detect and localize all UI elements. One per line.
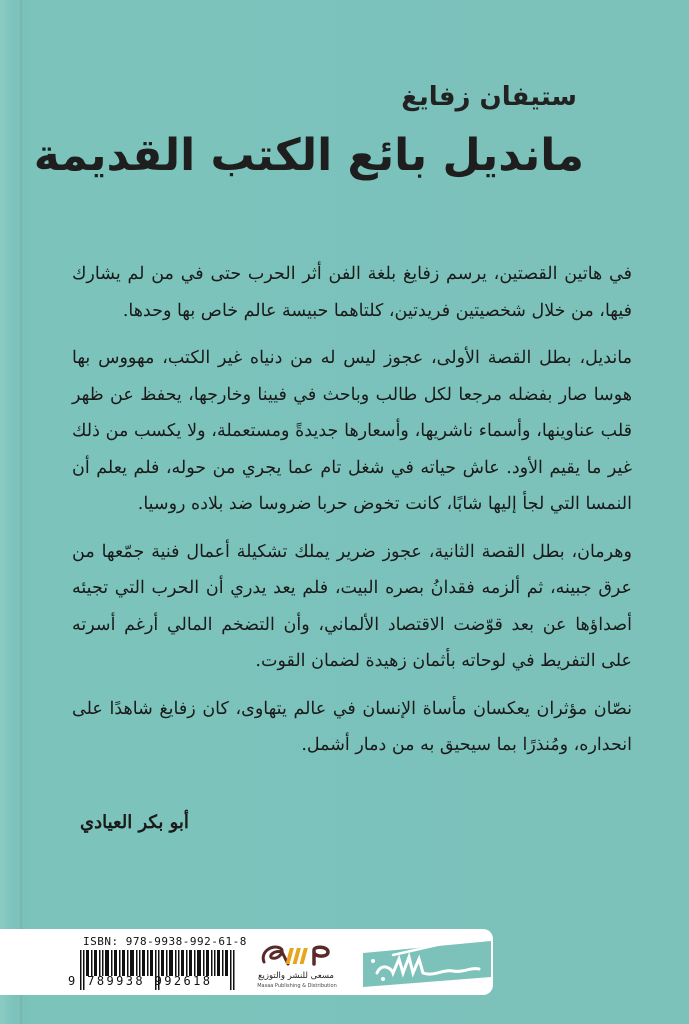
blurb-paragraph: مانديل، بطل القصة الأولى، عجوز ليس له من دنياه غير الكتب، مهووس بها هوسا صار بفضله مرجعا لكل طالب وباحث في فيينا وخارجها، يحفظ عن ظهر قلب عناوينها، وأسماء ناشريها، وأسعارها جديدةً ومستعملة، ولا يكسب من ذلك غير ما يقيم الأود. عاش حياته في شغل تام عما يجري من حوله، فلم يعلم أن النمسا التي لجأ إليها شابًا، كانت تخوض حربا ضروسا ضد بلاده روسيا.	[72, 348, 632, 514]
publisher-logo-icon	[258, 940, 334, 968]
series-logo-icon	[363, 933, 491, 991]
blurb-signature: أبو بكر العيادي	[80, 812, 189, 833]
publisher-name-english: Masaa Publishing & Distribution	[257, 983, 337, 989]
author-name: ستيفان زفايغ	[401, 82, 577, 112]
barcode-digits: 9 789938 992618	[68, 974, 213, 988]
publisher-name-arabic: مسعى للنشر والتوزيع	[258, 971, 334, 981]
isbn-label: ISBN: 978-9938-992-61-8	[83, 935, 247, 948]
blurb-paragraph: وهرمان، بطل القصة الثانية، عجوز ضرير يملك تشكيلة أعمال فنية جمّعها من عرق جبينه، ثم ألزمه فقدانُ بصره البيت، فلم يعد يدري أن الحرب التي تجيئه أصداؤها عن بعد قوّضت الاقتصاد الألماني، وأن التضخم المالي أرغم أسرته على التفريط في لوحاته بأثمان زهيدة لضمان القوت.	[72, 541, 632, 671]
blurb-text	[72, 256, 632, 775]
blurb-paragraph: في هاتين القصتين، يرسم زفايغ بلغة الفن أثر الحرب حتى في من لم يشارك فيها، من خلال شخصيتين فريدتين، كلتاهما حبيسة عالم خاص بها وحدها.	[72, 264, 632, 321]
spine-crease	[18, 0, 24, 1024]
book-title: مانديل بائع الكتب القديمة	[33, 130, 584, 181]
blurb-paragraph: نصّان مؤثران يعكسان مأساة الإنسان في عالم يتهاوى، كان زفايغ شاهدًا على انحداره، ومُنذرًا بما سيحيق به من دمار أشمل.	[72, 698, 632, 755]
